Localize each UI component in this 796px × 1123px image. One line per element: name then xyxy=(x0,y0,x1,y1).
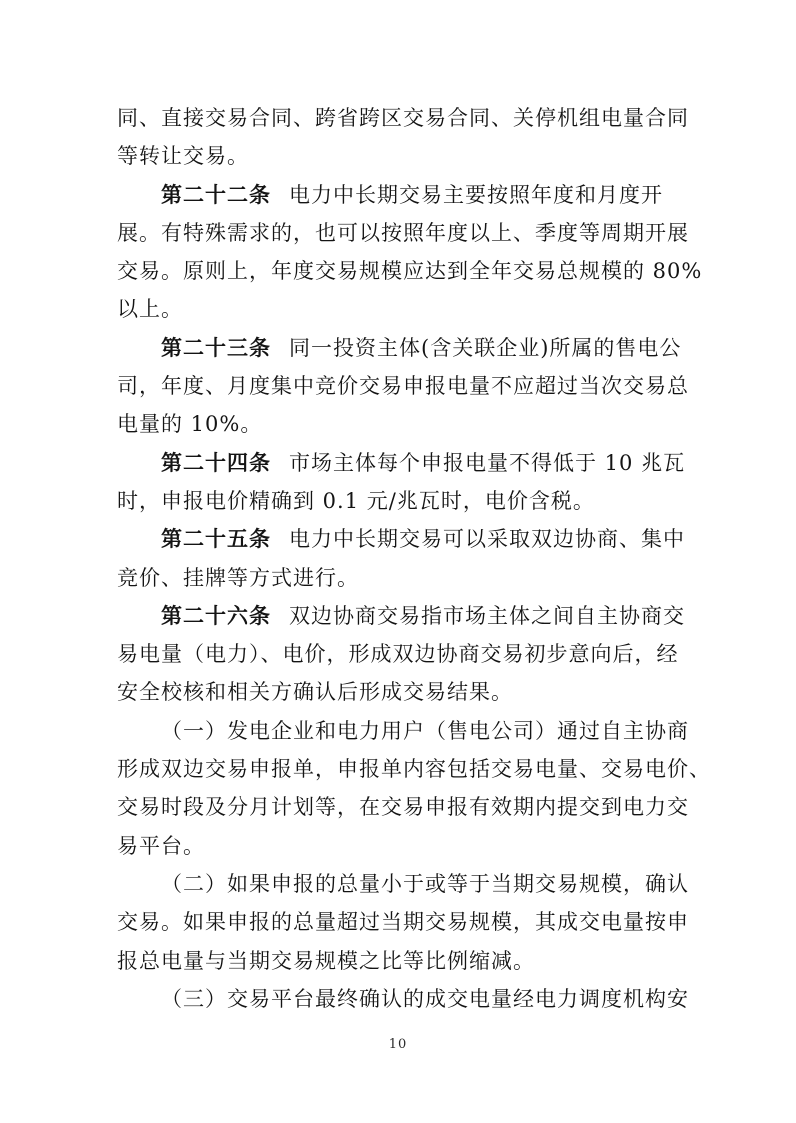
text-line xyxy=(117,405,697,443)
line-text: （二）如果申报的总量小于或等于当期交易规模，确认 xyxy=(161,871,689,896)
line-text: 同一投资主体(含关联企业)所属的售电公 xyxy=(289,335,682,360)
text-line xyxy=(117,252,703,290)
line-text: 时，申报电价精确到 0.1 元/兆瓦时，电价含税。 xyxy=(117,488,595,513)
text-line xyxy=(117,750,711,788)
line-text: （一）发电企业和电力用户（售电公司）通过自主协商 xyxy=(161,718,689,743)
line-text: 形成双边交易申报单，申报单内容包括交易电量、交易电价、 xyxy=(117,757,711,782)
line-text: 以上。 xyxy=(117,297,183,322)
document-body xyxy=(117,99,711,1018)
article-heading: 第二十二条 xyxy=(161,181,271,207)
line-text: 易平台。 xyxy=(117,833,205,858)
line-text: 电力中长期交易主要按照年度和月度开 xyxy=(289,182,663,207)
line-text: 电量的 10%。 xyxy=(117,412,263,437)
text-line xyxy=(117,942,697,980)
text-line xyxy=(117,635,697,673)
article-heading: 第二十六条 xyxy=(161,602,271,628)
text-line xyxy=(117,712,697,750)
text-line xyxy=(117,482,697,520)
line-text: 展。有特殊需求的，也可以按照年度以上、季度等周期开展 xyxy=(117,220,689,245)
article-heading: 第二十四条 xyxy=(161,449,271,475)
line-text: （三）交易平台最终确认的成交电量经电力调度机构安 xyxy=(161,986,689,1011)
line-text: 交易。原则上，年度交易规模应达到全年交易总规模的 80% xyxy=(117,259,703,284)
line-text: 报总电量与当期交易规模之比等比例缩减。 xyxy=(117,948,535,973)
article-heading: 第二十五条 xyxy=(161,526,271,552)
line-text: 同、直接交易合同、跨省跨区交易合同、关停机组电量合同 xyxy=(117,106,689,130)
line-text: 双边协商交易指市场主体之间自主协商交 xyxy=(289,603,685,628)
text-line xyxy=(117,329,697,367)
line-text: 安全校核和相关方确认后形成交易结果。 xyxy=(117,680,513,705)
line-text: 交易时段及分月计划等，在交易申报有效期内提交到电力交 xyxy=(117,795,689,820)
line-text: 市场主体每个申报电量不得低于 10 兆瓦 xyxy=(289,450,686,475)
text-line xyxy=(117,865,697,903)
line-text: 交易。如果申报的总量超过当期交易规模，其成交电量按申 xyxy=(117,910,689,935)
text-line xyxy=(117,827,697,865)
article-heading: 第二十三条 xyxy=(161,334,271,360)
line-text: 竞价、挂牌等方式进行。 xyxy=(117,565,359,590)
text-line xyxy=(117,367,697,405)
text-line xyxy=(117,559,697,597)
page-number: 10 xyxy=(388,1037,408,1052)
text-line xyxy=(117,903,697,941)
text-line xyxy=(117,176,697,214)
line-text: 等转让交易。 xyxy=(117,144,249,169)
text-line xyxy=(117,137,697,175)
line-text: 易电量（电力）、电价，形成双边协商交易初步意向后，经 xyxy=(117,642,679,667)
text-line xyxy=(117,99,697,137)
text-line xyxy=(117,597,697,635)
text-line xyxy=(117,673,697,711)
text-line xyxy=(117,214,697,252)
line-text: 司，年度、月度集中竞价交易申报电量不应超过当次交易总 xyxy=(117,374,689,399)
text-line xyxy=(117,444,697,482)
line-text: 电力中长期交易可以采取双边协商、集中 xyxy=(289,527,685,552)
text-line xyxy=(117,788,697,826)
text-line xyxy=(117,980,697,1018)
text-line xyxy=(117,290,697,328)
text-line xyxy=(117,520,697,558)
